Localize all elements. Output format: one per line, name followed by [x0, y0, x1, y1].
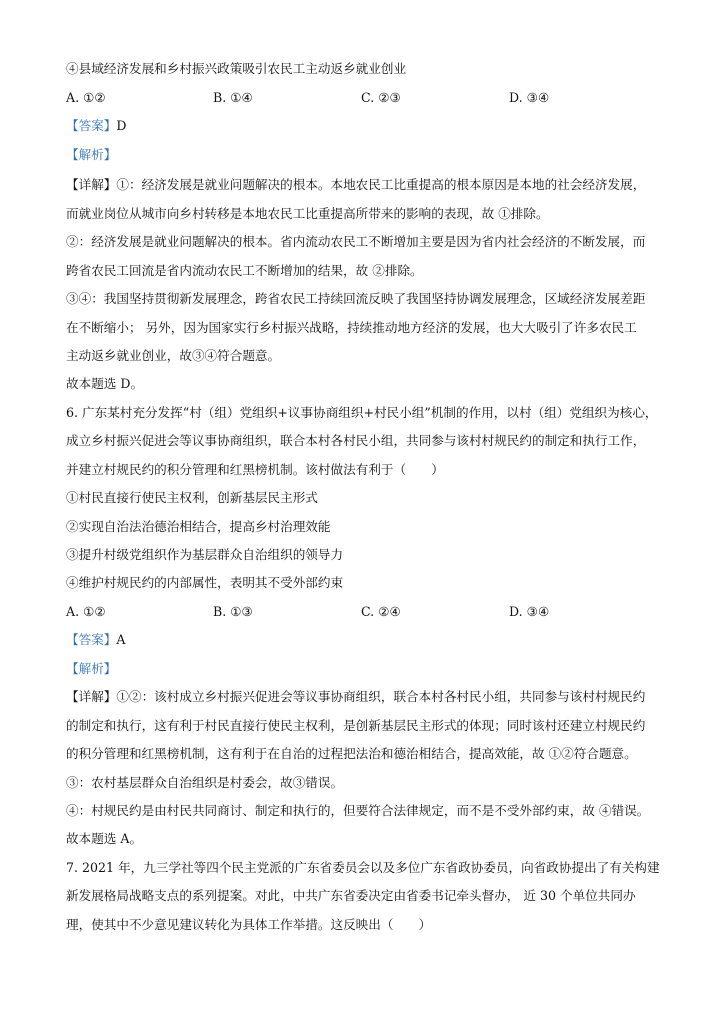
q5-answer: [66, 117, 126, 135]
q7-stem-line: 理，使其中不少意见建议转化为具体工作举措。这反映出（ ）: [66, 917, 432, 932]
answer-value: A: [116, 632, 126, 647]
q5-detail-line: ③④：我国坚持贯彻新发展理念，跨省农民工持续回流反映了我国坚持协调发展理念，区域经济发展差距: [66, 291, 646, 306]
q6-option-c: C. ②④: [361, 604, 401, 619]
q6-item-3: ③提升村级党组织作为基层群众自治组织的领导力: [66, 547, 344, 562]
q5-option-b: B. ①④: [213, 90, 253, 105]
q5-analysis-label: 【解析】: [66, 147, 117, 162]
q5-option-d: D. ③④: [509, 90, 550, 105]
q6-option-a: A. ①②: [66, 604, 106, 619]
q6-stem-line: 成立乡村振兴促进会等议事协商组织，联合本村各村民小组，共同参与该村村规民约的制定和执行工作，: [66, 433, 646, 448]
q5-detail-line: 而就业岗位从城市向乡村转移是本地农民工比重提高所带来的影响的表现，故 ①排除。: [66, 206, 549, 221]
q5-option-c: C. ②③: [361, 90, 401, 105]
q6-detail-line: ③：农村基层群众自治组织是村委会，故③错误。: [66, 775, 344, 790]
q6-analysis-label: 【解析】: [66, 661, 117, 676]
q6-item-1: ①村民直接行使民主权利，创新基层民主形式: [66, 490, 318, 505]
q6-stem-line: 并建立村规民约的积分管理和红黑榜机制。该村做法有利于（ ）: [66, 462, 444, 477]
answer-label: 【答案】: [66, 632, 117, 647]
q7-stem-line: 7. 2021 年，九三学社等四个民主党派的广东省委员会以及多位广东省政协委员，向省政协提出了有关构建: [66, 860, 660, 875]
q5-item-4: ④县域经济发展和乡村振兴政策吸引农民工主动返乡就业创业: [66, 61, 407, 76]
q6-detail-line: ④：村规民约是由村民共同商讨、制定和执行的，但要符合法律规定，而不是不受外部约束，故 ④错误。: [66, 803, 650, 818]
q6-stem-line: 6. 广东某村充分发挥“村（组）党组织+议事协商组织+村民小组”机制的作用，以村（组）党组织为核心，: [66, 405, 658, 420]
q5-detail-line: 故本题选 D。: [66, 376, 144, 391]
q6-option-d: D. ③④: [509, 604, 550, 619]
q6-option-b: B. ①③: [213, 604, 253, 619]
q5-detail-line: 【详解】①：经济发展是就业问题解决的根本。本地农民工比重提高的根本原因是本地的社会经济发展，: [66, 177, 646, 192]
q5-detail-line: 主动返乡就业创业，故③④符合题意。: [66, 348, 281, 363]
q6-detail-line: 故本题选 A。: [66, 831, 143, 846]
q6-detail-line: 的制定和执行，这有利于村民直接行使民主权利，是创新基层民主形式的体现；同时该村还建立村规民约: [66, 718, 646, 733]
q7-stem-line: 新发展格局战略支点的系列提案。对此，中共广东省委决定由省委书记牵头督办， 近 30 个单位共同办: [66, 888, 636, 903]
q5-option-a: A. ①②: [66, 90, 106, 105]
q6-item-2: ②实现自治法治德治相结合，提高乡村治理效能: [66, 519, 331, 534]
q6-item-4: ④维护村规民约的内部属性，表明其不受外部约束: [66, 575, 344, 590]
answer-value: D: [116, 118, 127, 133]
q5-detail-line: 跨省农民工回流是省内流动农民工不断增加的结果，故 ②排除。: [66, 263, 423, 278]
q5-detail-line: 在不断缩小； 另外，因为国家实行乡村振兴战略，持续推动地方经济的发展，也大大吸引了许多农民工: [66, 320, 637, 335]
q6-detail-line: 的积分管理和红黑榜机制，这有利于在自治的过程把法治和德治相结合，提高效能，故 ①②符合题意。: [66, 746, 637, 761]
q6-answer: [66, 631, 125, 649]
answer-label: 【答案】: [66, 118, 117, 133]
q5-detail-line: ②：经济发展是就业问题解决的根本。省内流动农民工不断增加主要是因为省内社会经济的不断发展，而: [66, 234, 646, 249]
q6-detail-line: 【详解】①②：该村成立乡村振兴促进会等议事协商组织，联合本村各村民小组，共同参与该村村规民约: [66, 689, 646, 704]
